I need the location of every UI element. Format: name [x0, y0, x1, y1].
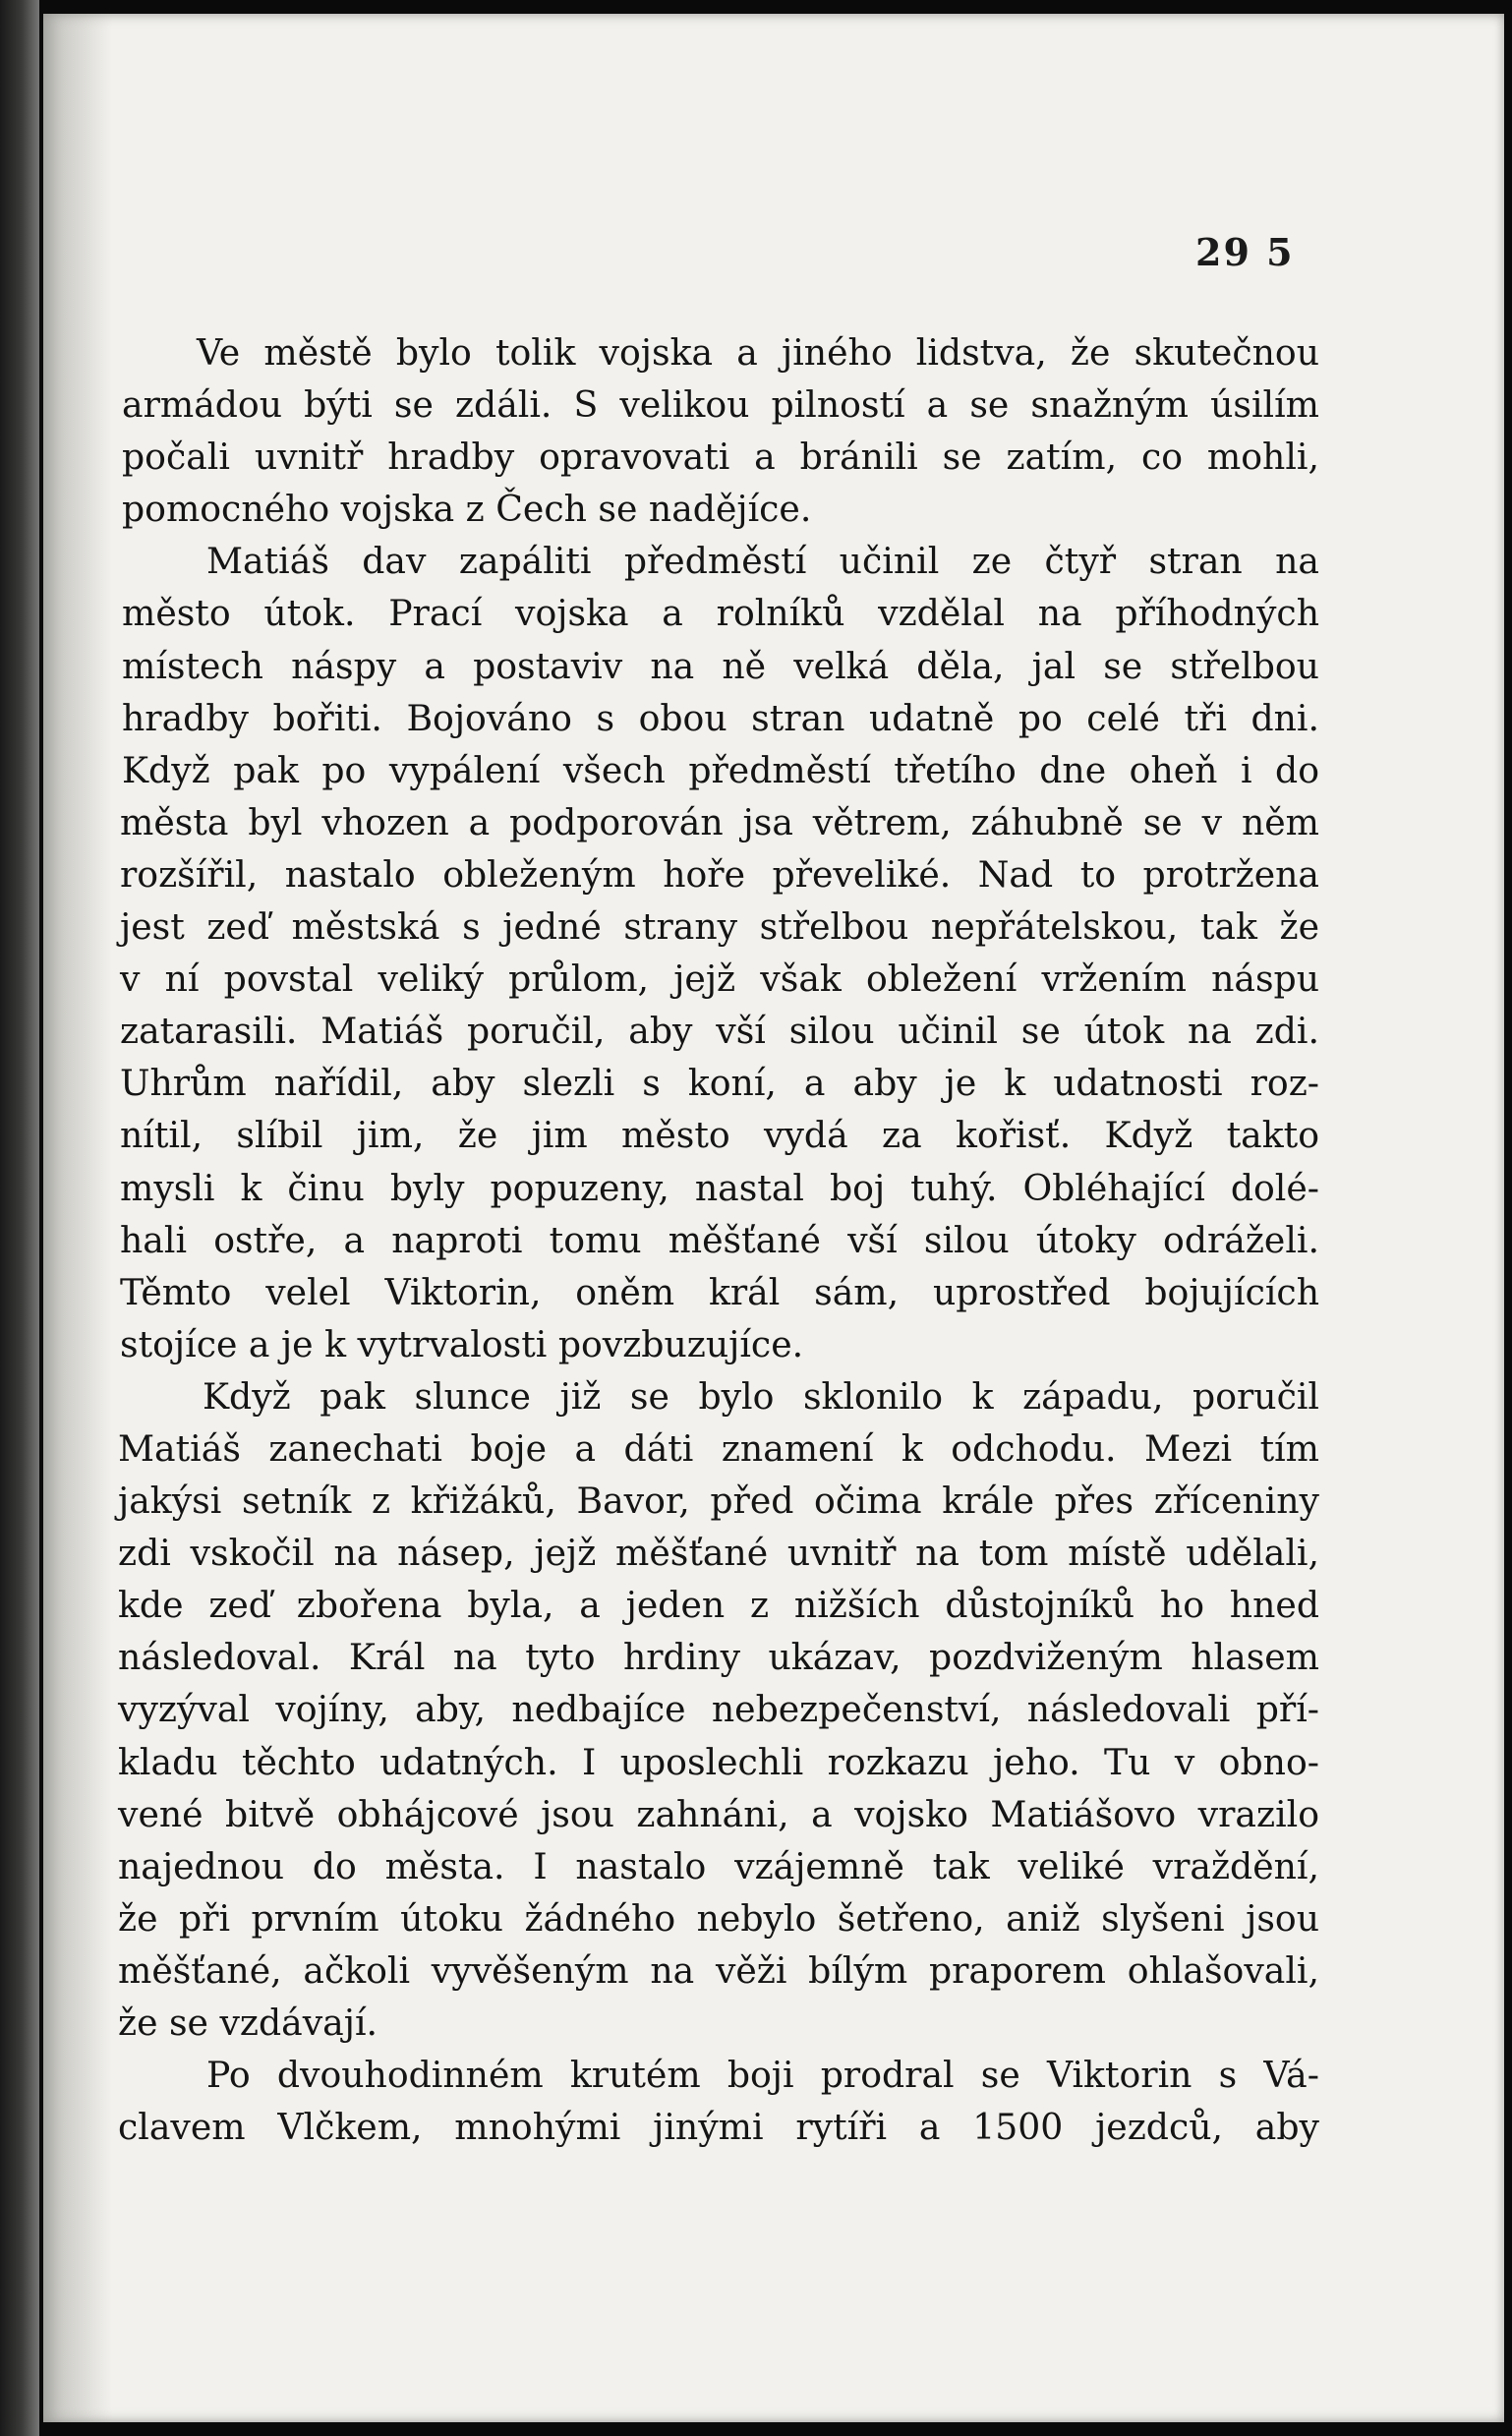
book-gutter: [0, 0, 39, 2436]
text-line: že při prvním útoku žádného nebylo šetřeno, aniž slyšeni jsou: [118, 1896, 1319, 1940]
text-line: jakýsi setník z křižáků, Bavor, před očima krále přes zříceniny: [118, 1479, 1319, 1523]
text-line: Ve městě bylo tolik vojska a jiného lidstva, že skutečnou: [197, 331, 1319, 374]
text-line: jest zeď městská s jedné strany střelbou nepřátelskou, tak že: [120, 905, 1319, 949]
text-line: počali uvnitř hradby opravovati a bránili se zatím, co mohli,: [122, 435, 1319, 479]
text-line: pomocného vojska z Čech se nadějíce.: [122, 488, 812, 531]
text-line: vené bitvě obhájcové jsou zahnáni, a vojsko Matiášovo vrazilo: [118, 1792, 1319, 1835]
text-line: města byl vhozen a podporován jsa větrem, záhubně se v něm: [120, 800, 1319, 843]
text-line: Uhrům nařídil, aby slezli s koní, a aby je k udatnosti roz-: [120, 1062, 1319, 1105]
text-line: kladu těchto udatných. I uposlechli rozkazu jeho. Tu v obno-: [118, 1740, 1319, 1783]
page-number: 29 5: [1195, 230, 1295, 274]
text-line: najednou do města. I nastalo vzájemně tak veliké vraždění,: [118, 1844, 1319, 1887]
text-line: Po dvouhodinném krutém boji prodral se Viktorin s Vá-: [206, 2054, 1319, 2097]
text-line: měšťané, ačkoli vyvěšeným na věži bílým praporem ohlašovali,: [118, 1948, 1319, 1992]
text-line: že se vzdávají.: [118, 2001, 378, 2044]
text-line: Matiáš dav zapáliti předměstí učinil ze čtyř stran na: [206, 540, 1319, 583]
text-line: město útok. Prací vojska a rolníků vzdělal na příhodných: [122, 592, 1319, 635]
spine-shadow: [43, 14, 112, 2422]
text-line: následoval. Král na tyto hrdiny ukázav, pozdviženým hlasem: [118, 1636, 1319, 1679]
text-line: v ní povstal veliký průlom, jejž však obležení vržením náspu: [120, 957, 1319, 1001]
text-line: Když pak po vypálení všech předměstí třetího dne oheň i do: [122, 748, 1319, 791]
text-line: armádou býti se zdáli. S velikou pilností a se snažným úsilím: [122, 383, 1319, 427]
text-line: nítil, slíbil jim, že jim město vydá za kořisť. Když takto: [120, 1114, 1319, 1157]
body-text: [114, 326, 1319, 2153]
text-line: zatarasili. Matiáš poručil, aby vší silou učinil se útok na zdi.: [120, 1010, 1319, 1053]
text-line: stojíce a je k vytrvalosti povzbuzujíce.: [120, 1322, 804, 1365]
text-line: mysli k činu byly popuzeny, nastal boj tuhý. Obléhající dolé-: [120, 1166, 1319, 1209]
text-line: Těmto velel Viktorin, oněm král sám, uprostřed bojujících: [120, 1270, 1319, 1313]
text-line: Matiáš zanechati boje a dáti znamení k odchodu. Mezi tím: [118, 1426, 1319, 1470]
text-line: Když pak slunce již se bylo sklonilo k západu, poručil: [203, 1374, 1319, 1418]
text-line: místech náspy a postaviv na ně velká děla, jal se střelbou: [122, 644, 1319, 687]
text-line: kde zeď zbořena byla, a jeden z nižších důstojníků ho hned: [118, 1584, 1319, 1627]
book-page: [43, 14, 1504, 2422]
text-line: hali ostře, a naproti tomu měšťané vší silou útoky odráželi.: [120, 1218, 1319, 1261]
text-line: vyzýval vojíny, aby, nedbajíce nebezpečenství, následovali pří-: [118, 1688, 1319, 1731]
text-line: hradby bořiti. Bojováno s obou stran udatně po celé tři dni.: [122, 696, 1319, 739]
text-line: rozšířil, nastalo obleženým hoře převeliké. Nad to protržena: [120, 852, 1319, 896]
text-line: zdi vskočil na násep, jejž měšťané uvnitř na tom místě udělali,: [118, 1532, 1319, 1575]
text-line: clavem Vlčkem, mnohými jinými rytíři a 1500 jezdců, aby: [118, 2106, 1319, 2149]
